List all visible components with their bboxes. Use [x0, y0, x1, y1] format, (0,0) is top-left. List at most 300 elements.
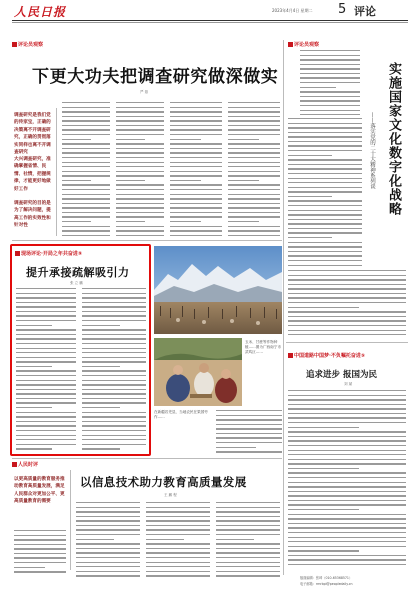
- text-line: [82, 338, 146, 339]
- text-line: [288, 440, 406, 441]
- text-line: [288, 320, 406, 321]
- right-column-tag: 评论员观察: [288, 41, 319, 48]
- text-line: [82, 348, 146, 349]
- text-line: [170, 162, 222, 163]
- text-line: [288, 255, 362, 256]
- text-line: [228, 148, 280, 149]
- text-line: [116, 152, 164, 153]
- text-line: [228, 175, 280, 176]
- text-line: [62, 107, 110, 108]
- text-line: [16, 366, 52, 367]
- text-line: [288, 168, 362, 169]
- text-line: [288, 132, 362, 133]
- text-line: [82, 293, 146, 294]
- text-line: [116, 139, 145, 140]
- right-body-col-top: [300, 50, 360, 116]
- text-line: [216, 433, 282, 434]
- text-line: [16, 352, 76, 353]
- text-line: [62, 162, 110, 163]
- text-line: [288, 550, 359, 551]
- text-line: [288, 155, 332, 156]
- text-line: [16, 325, 52, 326]
- text-line: [76, 571, 140, 572]
- text-line: [16, 444, 76, 445]
- text-line: [82, 302, 146, 303]
- text-line: [76, 562, 140, 563]
- boxed-body-col-2: [82, 288, 146, 450]
- text-line: [288, 136, 362, 137]
- text-line: [116, 198, 164, 199]
- text-line: [116, 134, 164, 135]
- text-line: [228, 162, 280, 163]
- text-line: [16, 293, 76, 294]
- text-line: [76, 543, 140, 544]
- text-line: [82, 315, 146, 316]
- text-line: [216, 419, 282, 420]
- text-line: [62, 175, 110, 176]
- text-line: [228, 203, 280, 204]
- text-line: [14, 557, 66, 558]
- right-vertical-title: 实施国家文化数字化战略: [386, 62, 401, 216]
- text-line: [146, 529, 210, 530]
- text-line: [16, 297, 76, 298]
- text-line: [288, 288, 406, 289]
- text-line: [288, 159, 362, 160]
- text-line: [288, 260, 362, 261]
- text-line: [82, 320, 146, 321]
- text-line: [146, 534, 210, 535]
- issue-date: 2023年4月4日 星期二: [272, 8, 313, 13]
- text-line: [170, 203, 222, 204]
- column-divider-main: [283, 40, 284, 575]
- text-line: [76, 516, 140, 517]
- text-line: [82, 325, 120, 326]
- text-line: [288, 293, 406, 294]
- text-line: [16, 334, 76, 335]
- text-line: [62, 139, 91, 140]
- text-line: [116, 111, 164, 112]
- text-line: [288, 541, 406, 542]
- text-line: [288, 500, 406, 501]
- text-line: [170, 120, 222, 121]
- text-line: [216, 539, 254, 540]
- text-line: [216, 442, 282, 443]
- text-line: [300, 73, 360, 74]
- text-line: [170, 221, 201, 222]
- text-line: [16, 311, 76, 312]
- text-line: [62, 102, 110, 103]
- top-headline: 下更大功夫把调查研究做深做实: [32, 67, 279, 87]
- text-line: [82, 329, 146, 330]
- text-line: [300, 68, 360, 69]
- text-line: [288, 555, 406, 556]
- text-line: [82, 448, 120, 449]
- text-line: [216, 543, 280, 544]
- footer-email: 电子邮箱：rmrbpl@peopledaily.cn: [300, 582, 353, 586]
- text-line: [82, 297, 146, 298]
- text-line: [82, 370, 146, 371]
- text-line: [228, 143, 280, 144]
- text-line: [82, 393, 146, 394]
- text-line: [288, 141, 362, 142]
- column-tag-icon: [12, 42, 17, 47]
- text-line: [288, 537, 406, 538]
- text-line: [146, 571, 210, 572]
- text-line: [116, 194, 164, 195]
- boxed-byline: 张 立 鹏: [70, 281, 83, 285]
- text-line: [146, 502, 210, 503]
- text-line: [146, 507, 210, 508]
- text-line: [116, 207, 164, 208]
- text-line: [288, 459, 406, 460]
- text-line: [288, 532, 406, 533]
- text-line: [228, 235, 280, 236]
- text-line: [146, 525, 210, 526]
- text-line: [170, 189, 222, 190]
- text-line: [288, 482, 406, 483]
- text-line: [146, 566, 210, 567]
- text-line: [170, 129, 222, 130]
- text-line: [62, 157, 110, 158]
- text-line: [116, 107, 164, 108]
- text-line: [170, 125, 222, 126]
- text-line: [288, 495, 406, 496]
- text-line: [16, 402, 76, 403]
- boxed-headline: 提升承接疏解吸引力: [26, 266, 130, 279]
- text-line: [16, 425, 76, 426]
- photo-caption-lower: 在新疆若羌县，当地农民在果园劳作……: [154, 410, 208, 420]
- text-line: [76, 539, 114, 540]
- text-line: [288, 145, 362, 146]
- column-tag-icon: [288, 42, 293, 47]
- text-line: [300, 100, 360, 101]
- text-line: [170, 111, 222, 112]
- text-line: [170, 102, 222, 103]
- text-line: [82, 402, 146, 403]
- text-line: [170, 139, 201, 140]
- right-lower-body: [288, 390, 406, 568]
- text-line: [288, 191, 362, 192]
- text-line: [288, 219, 362, 220]
- text-line: [288, 463, 406, 464]
- text-line: [288, 164, 362, 165]
- text-line: [16, 421, 76, 422]
- text-line: [228, 216, 280, 217]
- text-line: [62, 129, 110, 130]
- text-line: [288, 546, 406, 547]
- footer-editor: 版面编辑：张琦（010-65368571）: [300, 576, 353, 580]
- top-body-col-3: [170, 102, 222, 236]
- text-line: [62, 184, 110, 185]
- text-line: [82, 357, 146, 358]
- text-line: [116, 162, 164, 163]
- text-line: [288, 150, 362, 151]
- text-line: [76, 534, 140, 535]
- text-line: [76, 511, 140, 512]
- text-line: [288, 270, 406, 271]
- text-line: [14, 544, 66, 545]
- text-line: [288, 413, 406, 414]
- text-line: [228, 166, 280, 167]
- text-line: [16, 393, 76, 394]
- text-line: [116, 221, 145, 222]
- text-line: [16, 375, 76, 376]
- right-article-divider: [286, 342, 408, 343]
- text-line: [300, 82, 360, 83]
- text-line: [16, 315, 76, 316]
- text-line: [288, 182, 362, 183]
- text-line: [216, 529, 280, 530]
- text-line: [62, 134, 110, 135]
- text-line: [288, 228, 362, 229]
- text-line: [288, 509, 359, 510]
- text-line: [300, 105, 360, 106]
- text-line: [16, 370, 76, 371]
- text-line: [146, 548, 210, 549]
- bottom-body-col-2: [146, 502, 210, 578]
- text-line: [228, 226, 280, 227]
- lead-divider: [56, 108, 57, 236]
- text-line: [14, 562, 66, 563]
- text-line: [216, 507, 280, 508]
- text-line: [76, 525, 140, 526]
- text-line: [228, 116, 280, 117]
- text-line: [288, 210, 362, 211]
- text-line: [216, 525, 280, 526]
- column-tag-icon: [12, 462, 17, 467]
- text-line: [288, 408, 406, 409]
- photo-caption-upper: 玉米、甘蔗等作物种植……图为广西南宁市武鸣区……: [245, 340, 281, 355]
- text-line: [146, 557, 210, 558]
- text-line: [216, 552, 280, 553]
- bottom-headline: 以信息技术助力教育高质量发展: [80, 475, 247, 489]
- text-line: [170, 166, 222, 167]
- text-line: [288, 200, 362, 201]
- text-line: [76, 548, 140, 549]
- masthead-rule-thin: [12, 22, 408, 23]
- section-name: 评论: [354, 5, 376, 18]
- text-line: [82, 375, 146, 376]
- text-line: [16, 306, 76, 307]
- text-line: [288, 118, 362, 119]
- text-line: [116, 120, 164, 121]
- text-line: [288, 417, 406, 418]
- masthead-logo: 人民日报: [14, 5, 67, 19]
- text-line: [216, 548, 280, 549]
- text-line: [288, 297, 406, 298]
- text-line: [146, 511, 210, 512]
- top-column-tag: 评论员观察: [12, 41, 43, 48]
- text-line: [170, 152, 222, 153]
- text-line: [62, 230, 110, 231]
- text-line: [62, 198, 110, 199]
- text-line: [216, 571, 280, 572]
- text-line: [288, 450, 406, 451]
- text-line: [146, 520, 210, 521]
- text-line: [288, 232, 362, 233]
- text-line: [62, 226, 110, 227]
- text-line: [116, 216, 164, 217]
- page-number: 5: [338, 2, 347, 17]
- text-line: [216, 516, 280, 517]
- text-line: [170, 194, 222, 195]
- text-line: [146, 562, 210, 563]
- text-line: [116, 180, 145, 181]
- text-line: [16, 416, 76, 417]
- bottom-body-col-3: [216, 502, 280, 578]
- photo-mountain-orchard: [154, 246, 282, 334]
- boxed-column-tag: 现场评论·开局之年共奋进⑨: [15, 250, 82, 257]
- text-line: [300, 110, 360, 111]
- text-line: [62, 180, 91, 181]
- text-line: [82, 311, 146, 312]
- text-line: [288, 307, 359, 308]
- text-line: [288, 173, 362, 174]
- text-line: [62, 221, 91, 222]
- text-line: [62, 194, 110, 195]
- text-line: [228, 171, 280, 172]
- text-line: [116, 125, 164, 126]
- right-lower-byline: 刘 斌: [344, 382, 353, 386]
- text-line: [288, 316, 406, 317]
- text-line: [82, 334, 146, 335]
- text-line: [288, 523, 406, 524]
- text-line: [288, 302, 406, 303]
- text-line: [146, 575, 210, 576]
- text-line: [62, 235, 110, 236]
- text-line: [116, 143, 164, 144]
- text-line: [146, 543, 210, 544]
- text-line: [16, 343, 76, 344]
- top-body-col-1: [62, 102, 110, 236]
- text-line: [170, 184, 222, 185]
- text-line: [228, 107, 280, 108]
- text-line: [216, 424, 282, 425]
- text-line: [76, 566, 140, 567]
- text-line: [16, 430, 76, 431]
- text-line: [16, 412, 76, 413]
- text-line: [62, 171, 110, 172]
- text-line: [82, 421, 146, 422]
- bottom-column-tag: 人民时评: [12, 461, 38, 468]
- text-line: [228, 157, 280, 158]
- bottom-byline: 王 鹏 程: [164, 493, 177, 497]
- text-line: [288, 564, 406, 565]
- text-line: [76, 507, 140, 508]
- right-lower-headline: 追求进步 报国为民: [306, 370, 377, 380]
- text-line: [82, 306, 146, 307]
- text-line: [116, 184, 164, 185]
- bottom-article-divider: [12, 458, 282, 459]
- text-line: [216, 415, 282, 416]
- text-line: [146, 552, 210, 553]
- text-line: [228, 221, 259, 222]
- text-line: [82, 288, 146, 289]
- text-line: [16, 288, 76, 289]
- text-line: [216, 511, 280, 512]
- text-line: [288, 178, 362, 179]
- text-line: [170, 148, 222, 149]
- text-line: [82, 380, 146, 381]
- text-line: [82, 361, 146, 362]
- top-lead-1: 调查研究是我们党的传家宝，正确的决策离不开调查研究，正确的贯彻落实同样也离不开调查研究: [14, 113, 51, 156]
- text-line: [228, 189, 280, 190]
- text-line: [288, 491, 406, 492]
- mountain-orchard-image: [154, 246, 282, 334]
- text-line: [170, 175, 222, 176]
- text-line: [216, 534, 280, 535]
- text-line: [116, 175, 164, 176]
- text-line: [14, 539, 66, 540]
- text-line: [288, 468, 359, 469]
- text-line: [16, 320, 76, 321]
- text-line: [82, 425, 146, 426]
- text-line: [288, 251, 362, 252]
- text-line: [216, 502, 280, 503]
- text-line: [288, 334, 406, 335]
- text-line: [14, 535, 66, 536]
- text-line: [228, 134, 280, 135]
- bottom-lead: 以更高质量的教育服务推动教育高质量发展，满足人民群众对更加公平、更高质量教育的需要: [14, 477, 65, 505]
- text-line: [16, 435, 76, 436]
- text-line: [170, 107, 222, 108]
- boxed-body-col-1: [16, 288, 76, 450]
- top-byline: 严 基: [140, 90, 149, 94]
- text-line: [228, 125, 280, 126]
- text-line: [82, 389, 146, 390]
- text-line: [288, 445, 406, 446]
- text-line: [300, 87, 336, 88]
- text-line: [170, 226, 222, 227]
- text-line: [116, 166, 164, 167]
- text-line: [288, 390, 406, 391]
- text-line: [216, 562, 280, 563]
- text-line: [288, 477, 406, 478]
- text-line: [62, 148, 110, 149]
- text-line: [288, 431, 406, 432]
- text-line: [82, 430, 146, 431]
- text-line: [170, 230, 222, 231]
- text-line: [216, 566, 280, 567]
- text-line: [16, 384, 76, 385]
- text-line: [228, 111, 280, 112]
- text-line: [228, 230, 280, 231]
- text-line: [170, 143, 222, 144]
- text-line: [170, 180, 201, 181]
- text-line: [82, 412, 146, 413]
- text-line: [116, 171, 164, 172]
- text-line: [82, 366, 120, 367]
- text-line: [16, 448, 52, 449]
- text-line: [62, 111, 110, 112]
- text-line: [170, 116, 222, 117]
- text-line: [216, 520, 280, 521]
- text-line: [116, 230, 164, 231]
- text-line: [300, 114, 360, 115]
- text-line: [116, 116, 164, 117]
- text-line: [116, 235, 164, 236]
- top-lead-2: 大兴调查研究，准确掌握省情、民情、社情，把握规律，才能更好地做好工作: [14, 157, 51, 192]
- text-line: [82, 352, 146, 353]
- text-line: [146, 516, 210, 517]
- text-line: [228, 184, 280, 185]
- text-line: [82, 384, 146, 385]
- text-line: [228, 180, 259, 181]
- text-line: [288, 279, 406, 280]
- right-body-col-a: [288, 118, 362, 268]
- text-line: [288, 486, 406, 487]
- text-line: [16, 338, 76, 339]
